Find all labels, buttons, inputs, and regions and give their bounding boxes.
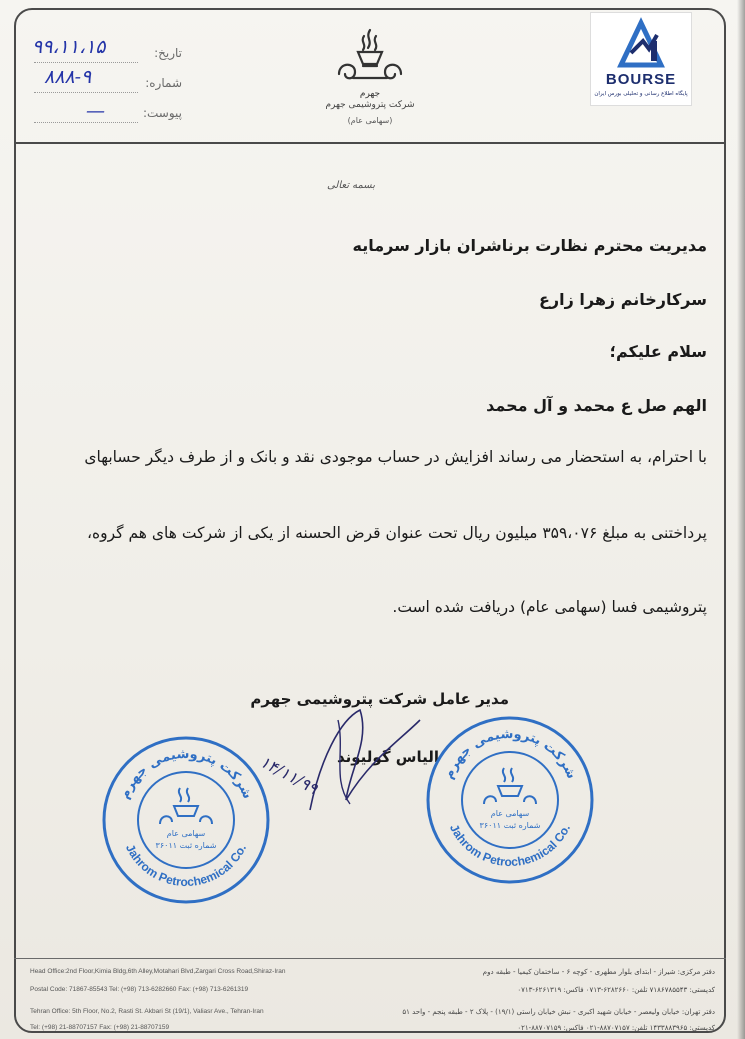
stamp-left-emblem-icon: [160, 788, 212, 824]
footer-tehran-tel-fa: کدپستی: ۱۴۳۳۸۸۳۹۶۵ تلفن: ۸۸۷۰۷۱۵۷-۰۲۱ فاکس: ۸۸۷۰۷۱۵۹-۰۲۱: [517, 1024, 715, 1032]
stamp-right-arc-fa: شرکت پتروشیمی جهرم: [441, 726, 579, 782]
logo-company-name: شرکت پتروشیمی جهرم: [325, 100, 415, 110]
body-line-3: پتروشیمی فسا (سهامی عام) دریافت شده است.: [392, 598, 707, 616]
logo-top-text: جهرم: [359, 89, 381, 99]
signer-title: مدیر عامل شرکت پتروشیمی جهرم: [250, 690, 509, 708]
bourse-tagline: پایگاه اطلاع رسانی و تحلیلی بورس ایران: [594, 91, 688, 97]
footer-head-office-fa: دفتر مرکزی: شیراز - ابتدای بلوار مطهری - کوچه ۶ - ساختمان کیمیا - طبقه دوم: [482, 968, 715, 976]
stamp-left-arc-fa: شرکت پتروشیمی جهرم: [117, 746, 255, 802]
stamp-left-arc-en: Jahrom Petrochemical Co.: [122, 841, 250, 890]
stamp-right-type: سهامی عام: [490, 809, 530, 818]
salutation: سلام علیکم؛: [609, 342, 707, 361]
date-label: تاریخ:: [154, 46, 182, 60]
footer-head-office-en: Head Office:2nd Floor,Kimia Bldg,6th Alley,Motahari Blvd,Zargari Cross Road,Shiraz-Iran: [30, 968, 286, 975]
body-line-1: با احترام، به استحضار می رساند افزایش در حساب موجودی نقد و بانک و از طرف دیگر حسابهای: [84, 448, 707, 466]
date-line: [34, 62, 138, 63]
bourse-logo-icon: [591, 13, 691, 73]
signer-name: الیاس گولیوند: [336, 748, 439, 766]
stamp-right-arc-en: Jahrom Petrochemical Co.: [446, 821, 574, 870]
attention-line: سرکارخانم زهرا زارع: [538, 290, 707, 309]
handwritten-number: ۸۸۸-۹: [44, 66, 92, 88]
footer-postal-en: Postal Code: 71867-85543 Tel: (+98) 713-6282660 Fax: (+98) 713-6261319: [30, 986, 249, 993]
footer-tehran-fa: دفتر تهران: خیابان ولیعصر - خیابان شهید اکبری - نبش خیابان راستی (۱۹/۱) - پلاک ۲ - طبقه پنجم - واحد ۵۱: [402, 1008, 715, 1016]
scan-edge-shadow: [737, 0, 745, 1039]
company-stamp-left: [96, 728, 276, 908]
footer-tehran-en: Tehran Office: 5th Floor, No.2, Rasti St. Akbari St (19/1), Valiasr Ave., Tehran-Iran: [30, 1008, 264, 1015]
stamp-right-emblem-icon: [484, 768, 536, 804]
body-line-2: پرداختنی به مبلغ ۳۵۹،۰۷۶ میلیون ریال تحت عنوان قرض الحسنه از یکی از شرکت های هم گروه،: [87, 524, 707, 542]
stamp-left-type: سهامی عام: [166, 829, 206, 838]
attachment-line: [34, 122, 138, 123]
signature-date: ۱۴/۱۱/۹۹: [257, 752, 322, 799]
stamp-left-reg: شماره ثبت ۳۶۰۱۱: [155, 841, 217, 850]
logo-company-type: (سهامی عام): [347, 116, 393, 125]
header-divider: [14, 142, 726, 144]
footer-tehran-tel-en: Tel: (+98) 21-88707157 Fax: (+98) 21-88707159: [30, 1024, 170, 1031]
bourse-brand: BOURSE: [605, 71, 677, 88]
handwritten-attachment: —: [86, 100, 106, 122]
company-stamp-right: [420, 708, 600, 888]
number-label: شماره:: [145, 76, 182, 90]
bourse-watermark: [590, 12, 692, 106]
recipient-line: مدیریت محترم نظارت برناشران بازار سرمایه: [352, 236, 707, 255]
bismillah: بسمه تعالی: [326, 180, 375, 191]
attachment-label: پیوست:: [142, 106, 182, 120]
stamp-right-reg: شماره ثبت ۳۶۰۱۱: [479, 821, 541, 830]
footer-postal-fa: کدپستی: ۷۱۸۶۷۸۵۵۴۳ تلفن: ۶۲۸۲۶۶۰-۰۷۱۳ فاکس: ۶۲۶۱۳۱۹-۰۷۱۳: [517, 986, 715, 994]
number-line: [34, 92, 138, 93]
blessing: الهم صل ع محمد و آل محمد: [486, 396, 707, 415]
handwritten-date: ۹۹،۱۱،۱۵: [32, 36, 106, 58]
footer-divider: [14, 958, 726, 959]
